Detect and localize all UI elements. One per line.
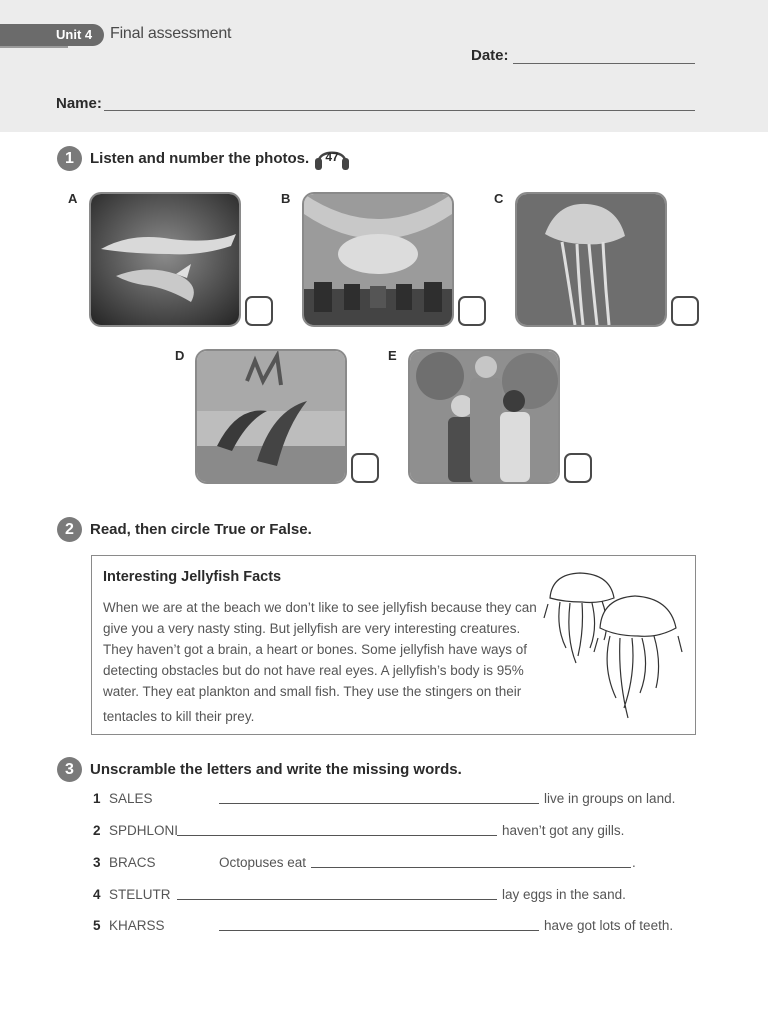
sentence-start: Octopuses eat xyxy=(219,855,307,870)
photo-c-jellyfish xyxy=(515,192,667,327)
answer-box-b[interactable] xyxy=(458,296,486,326)
answer-box-d[interactable] xyxy=(351,453,379,483)
sentence-end: haven’t got any gills. xyxy=(502,823,625,838)
answer-box-a[interactable] xyxy=(245,296,273,326)
question-2-instruction-pre: Read, then circle xyxy=(90,521,215,538)
name-field[interactable] xyxy=(104,110,695,111)
exercise-number: 5 xyxy=(93,918,101,933)
reading-line: They haven’t got a brain, a heart or bones. Some jellyfish have ways of xyxy=(103,642,527,657)
reading-text xyxy=(103,597,547,727)
sentence-end: live in groups on land. xyxy=(544,791,676,806)
answer-line-1[interactable] xyxy=(219,803,539,804)
reading-line: detecting obstacles but do not have real eyes. A jellyfish’s body is 95% xyxy=(103,663,524,678)
scrambled-word: KHARSS xyxy=(109,918,165,933)
jellyfish-illustration xyxy=(540,568,688,730)
unit-label: Unit 4 xyxy=(56,27,93,42)
audio-track-icon[interactable] xyxy=(314,145,350,171)
photo-a-letter: A xyxy=(68,191,78,206)
photo-b-restaurant xyxy=(302,192,454,327)
reading-line: give you a very nasty sting. But jellyfish are very interesting creatures. xyxy=(103,621,521,636)
photo-d-dolphins xyxy=(195,349,347,484)
exercise-number: 2 xyxy=(93,823,101,838)
header-band xyxy=(0,0,768,132)
sentence-end: . xyxy=(632,855,636,870)
answer-line-3[interactable] xyxy=(311,867,631,868)
answer-line-4[interactable] xyxy=(177,899,497,900)
answer-box-c[interactable] xyxy=(671,296,699,326)
sentence-end: lay eggs in the sand. xyxy=(502,887,626,902)
exercise-number: 4 xyxy=(93,887,101,902)
reading-title: Interesting Jellyfish Facts xyxy=(103,569,282,585)
question-1-instruction: Listen and number the photos. xyxy=(90,150,310,167)
answer-line-2[interactable] xyxy=(177,835,497,836)
question-1-number: 1 xyxy=(57,146,82,171)
reading-line: When we are at the beach we don’t like to see jellyfish because they can xyxy=(103,600,537,615)
scrambled-word: SPDHLONI xyxy=(109,823,179,838)
scrambled-word: SALES xyxy=(109,791,153,806)
answer-line-5[interactable] xyxy=(219,930,539,931)
photo-e-people xyxy=(408,349,560,484)
photo-d-letter: D xyxy=(175,348,185,363)
name-label: Name: xyxy=(56,95,102,112)
question-2-instruction-end: . xyxy=(307,521,312,538)
reading-line: tentacles to kill their prey. xyxy=(103,709,255,724)
date-field[interactable] xyxy=(513,63,695,64)
question-2-number: 2 xyxy=(57,517,82,542)
question-3-number: 3 xyxy=(57,757,82,782)
exercise-number: 3 xyxy=(93,855,101,870)
question-3-instruction: Unscramble the letters and write the missing words. xyxy=(90,761,462,778)
unit-title: Final assessment xyxy=(110,25,232,42)
question-2-instruction xyxy=(90,521,312,538)
answer-box-e[interactable] xyxy=(564,453,592,483)
reading-line: water. They eat plankton and small fish. They use the stingers on their xyxy=(103,684,522,699)
true-word: True xyxy=(214,521,246,538)
photo-b-letter: B xyxy=(281,191,291,206)
false-word: False xyxy=(269,521,308,538)
audio-track-number: 47 xyxy=(325,150,339,164)
scrambled-word: BRACS xyxy=(109,855,156,870)
photo-a-whales xyxy=(89,192,241,327)
exercise-number: 1 xyxy=(93,791,101,806)
scrambled-word: STELUTR xyxy=(109,887,171,902)
date-label: Date: xyxy=(471,47,509,64)
photo-c-letter: C xyxy=(494,191,504,206)
question-2-instruction-or: or xyxy=(245,521,270,538)
sentence-end: have got lots of teeth. xyxy=(544,918,674,933)
photo-e-letter: E xyxy=(388,348,397,363)
